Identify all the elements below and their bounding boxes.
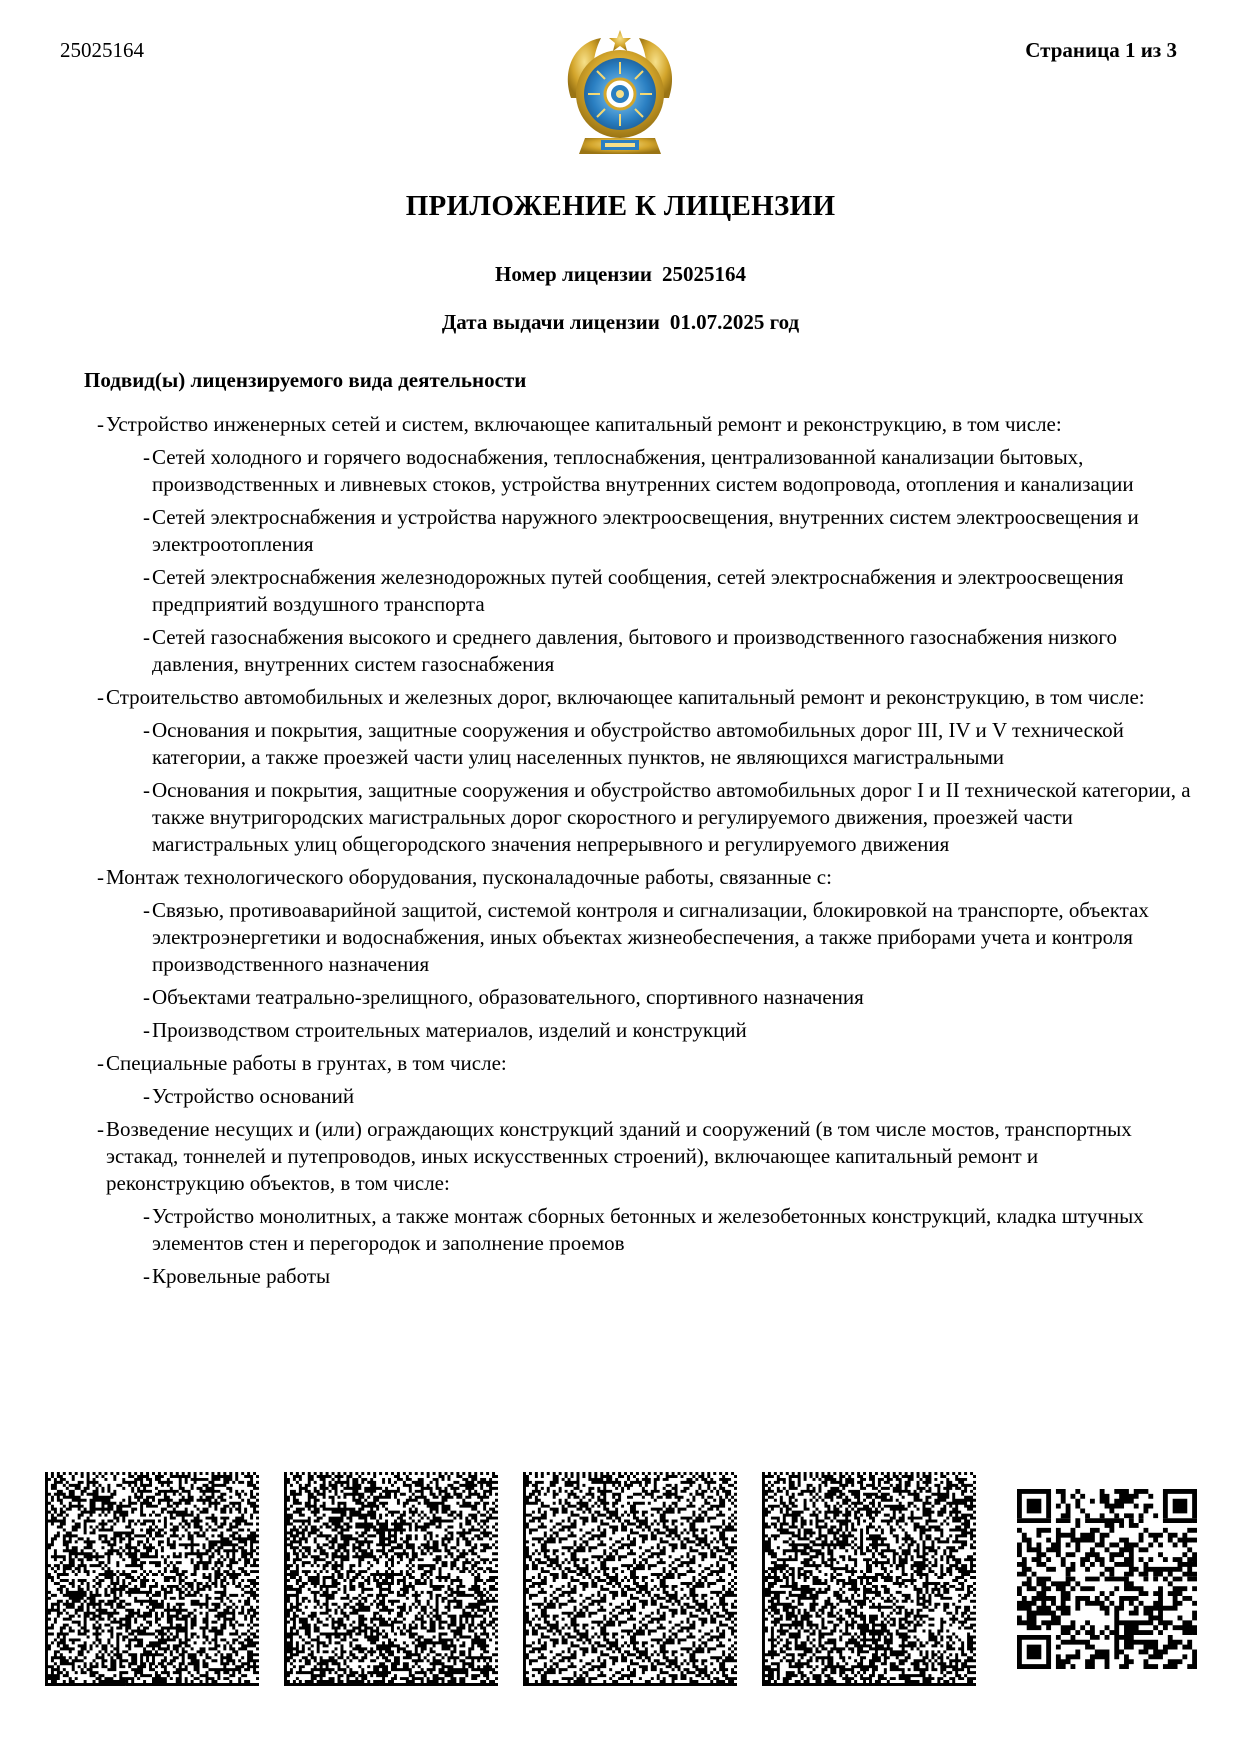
bullet-dash: - — [97, 1117, 104, 1141]
bullet-dash: - — [97, 865, 104, 889]
activity-item — [97, 1050, 1146, 1077]
bullet-dash: - — [143, 625, 150, 649]
item-text: Производством строительных материалов, изделий и конструкций — [152, 1018, 747, 1042]
bullet-dash: - — [143, 718, 150, 742]
data-matrix-code-2 — [284, 1472, 498, 1686]
item-text: Специальные работы в грунтах, в том числе: — [106, 1051, 507, 1075]
bullet-dash: - — [97, 685, 104, 709]
bullet-dash: - — [97, 1051, 104, 1075]
item-text: Устройство оснований — [152, 1084, 355, 1108]
item-text: Основания и покрытия, защитные сооружения и обустройство автомобильных дорог I и II технической категории, а также внутригородских магистральных дорог скоростного и регулируемого движения, проезжей части магистральных улиц общегородского значения непрерывного и регулируемого движения — [152, 778, 1191, 856]
data-matrix-code-3 — [523, 1472, 737, 1686]
activity-subitem — [143, 897, 1192, 978]
data-matrix-code-4 — [762, 1472, 976, 1686]
activity-item — [97, 411, 1146, 438]
item-text: Монтаж технологического оборудования, пусконаладочные работы, связанные с: — [106, 865, 832, 889]
activity-subitem — [143, 624, 1192, 678]
section-heading: Подвид(ы) лицензируемого вида деятельности — [84, 368, 527, 392]
activity-subitem — [143, 717, 1192, 771]
document-title: ПРИЛОЖЕНИЕ К ЛИЦЕНЗИИ — [405, 190, 836, 222]
item-text: Сетей электроснабжения железнодорожных путей сообщения, сетей электроснабжения и электроосвещения предприятий воздушного транспорта — [152, 565, 1124, 616]
bullet-dash: - — [143, 1018, 150, 1042]
page-indicator: Страница 1 из 3 — [1025, 38, 1177, 62]
item-text: Устройство инженерных сетей и систем, включающее капитальный ремонт и реконструкцию, в том числе: — [106, 412, 1062, 436]
activity-list — [0, 411, 1241, 1296]
item-text: Возведение несущих и (или) ограждающих конструкций зданий и сооружений (в том числе мостов, транспортных эстакад, тоннелей и путепроводов, иных искусственных строений), включающее капитальный ремонт и реконструкцию объектов, в том числе: — [106, 1117, 1132, 1195]
bullet-dash: - — [97, 412, 104, 436]
activity-item — [97, 1116, 1146, 1197]
activity-subitem — [143, 777, 1192, 858]
state-emblem-icon — [561, 28, 679, 164]
issue-date-label: Дата выдачи лицензии — [441, 310, 660, 334]
item-text: Объектами театрально-зрелищного, образовательного, спортивного назначения — [152, 985, 864, 1009]
bullet-dash: - — [143, 565, 150, 589]
bullet-dash: - — [143, 445, 150, 469]
bullet-dash: - — [143, 1204, 150, 1228]
bullet-dash: - — [143, 1264, 150, 1288]
item-text: Строительство автомобильных и железных дорог, включающее капитальный ремонт и реконструкцию, в том числе: — [106, 685, 1145, 709]
bullet-dash: - — [143, 985, 150, 1009]
data-matrix-code-1 — [45, 1472, 259, 1686]
item-text: Сетей электроснабжения и устройства наружного электроосвещения, внутренних систем электроосвещения и электроотопления — [152, 505, 1139, 556]
activity-subitem — [143, 1263, 1192, 1290]
activity-subitem — [143, 1083, 1192, 1110]
item-text: Сетей холодного и горячего водоснабжения, теплоснабжения, централизованной канализации бытовых, производственных и ливневых стоков, устройства внутренних систем водопровода, отопления и канализации — [152, 445, 1134, 496]
item-text: Устройство монолитных, а также монтаж сборных бетонных и железобетонных конструкций, кладка штучных элементов стен и перегородок и заполнение проемов — [152, 1204, 1144, 1255]
license-number-value: 25025164 — [662, 262, 747, 286]
bullet-dash: - — [143, 778, 150, 802]
license-number-label: Номер лицензии — [494, 262, 653, 286]
activity-subitem — [143, 564, 1192, 618]
item-text: Связью, противоаварийной защитой, системой контроля и сигнализации, блокировкой на транспорте, объектах электроэнергетики и водоснабжения, иных объектах жизнеобеспечения, а также приборами учета и контроля производственного назначения — [152, 898, 1149, 976]
activity-subitem — [143, 1203, 1192, 1257]
header-license-number: 25025164 — [60, 38, 144, 62]
bullet-dash: - — [143, 1084, 150, 1108]
activity-item — [97, 864, 1146, 891]
activity-subitem — [143, 504, 1192, 558]
item-text: Сетей газоснабжения высокого и среднего давления, бытового и производственного газоснабжения низкого давления, внутренних систем газоснабжения — [152, 625, 1117, 676]
bullet-dash: - — [143, 898, 150, 922]
activity-subitem — [143, 984, 1192, 1011]
issue-date-line — [0, 310, 1241, 335]
activity-subitem — [143, 444, 1192, 498]
license-number-line — [0, 262, 1241, 287]
activity-item — [97, 684, 1146, 711]
bullet-dash: - — [143, 505, 150, 529]
qr-code-icon — [1017, 1489, 1197, 1669]
item-text: Кровельные работы — [152, 1264, 331, 1288]
activity-subitem — [143, 1017, 1192, 1044]
item-text: Основания и покрытия, защитные сооружения и обустройство автомобильных дорог III, IV и V технической категории, а также проезжей части улиц населенных пунктов, не являющихся магистральными — [152, 718, 1124, 769]
issue-date-value: 01.07.2025 год — [669, 310, 800, 334]
